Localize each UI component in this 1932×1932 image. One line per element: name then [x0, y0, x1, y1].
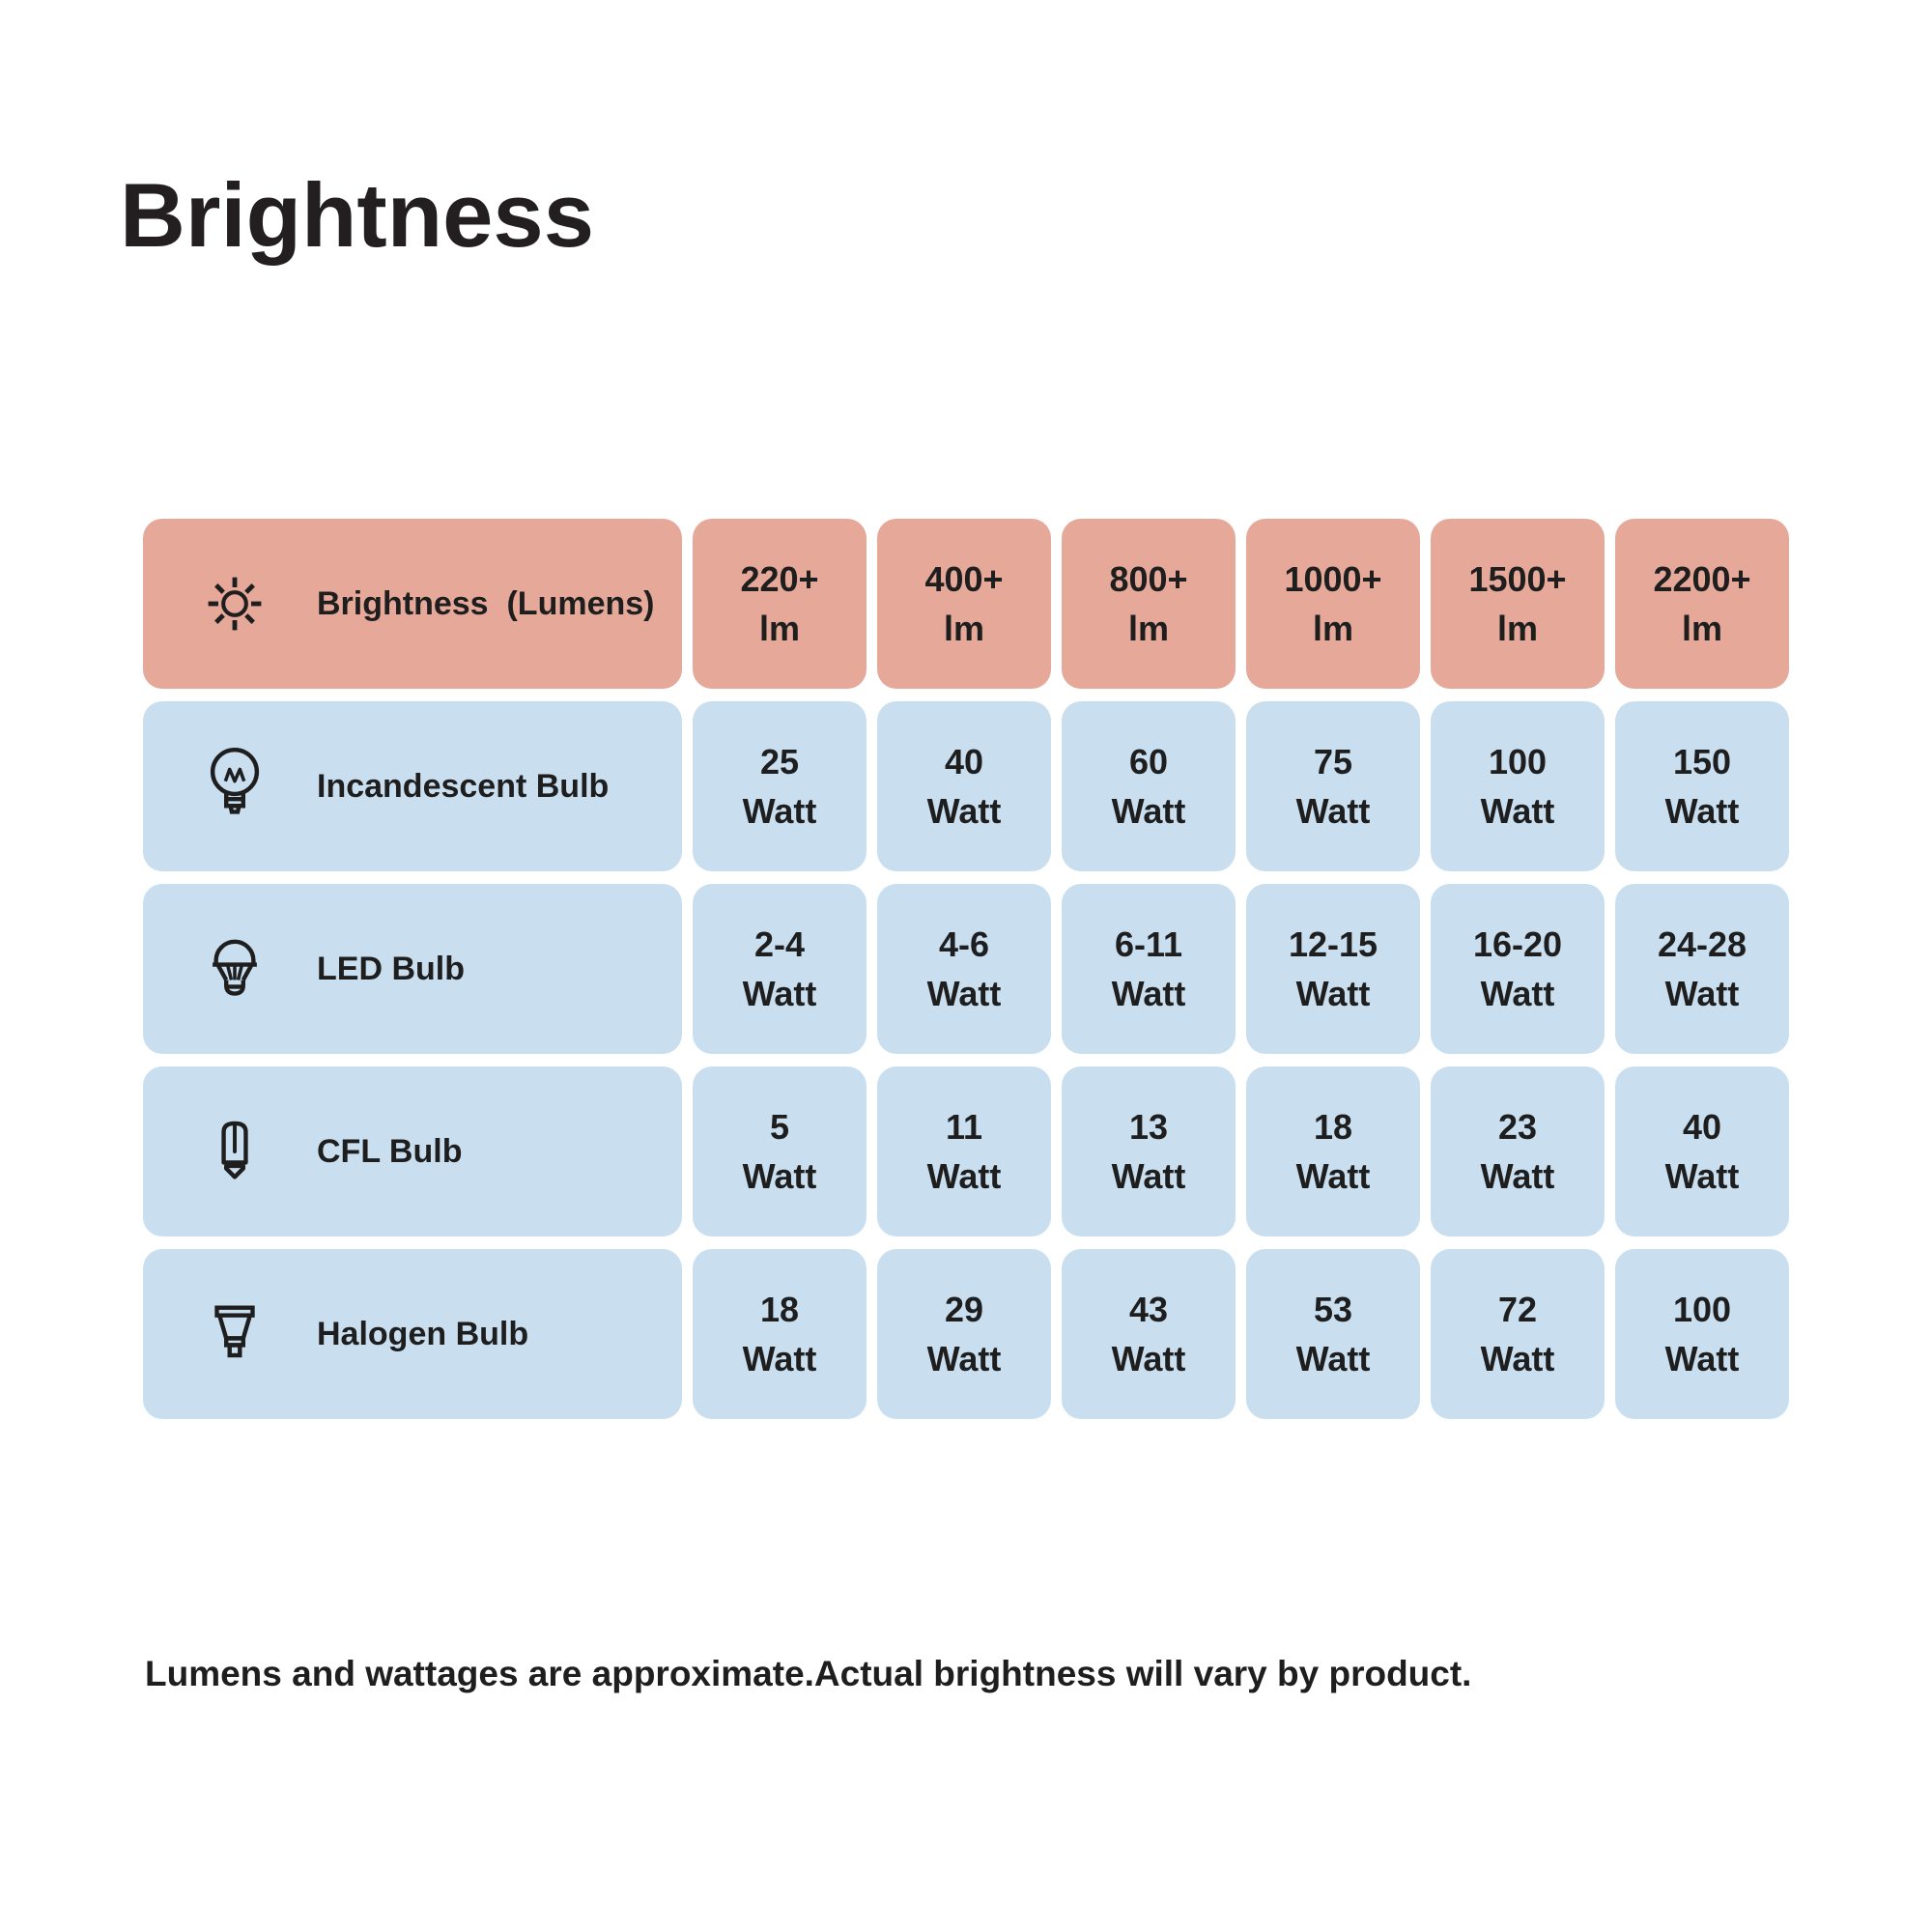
- header-cell: [877, 519, 1051, 689]
- cell-unit: Watt: [1480, 1156, 1555, 1196]
- cell-unit: Watt: [926, 1156, 1002, 1196]
- cell-value: 150: [1672, 741, 1732, 781]
- row-label: Halogen Bulb: [317, 1315, 529, 1352]
- cell-unit: Watt: [1480, 974, 1555, 1013]
- table-cell: [693, 1249, 867, 1419]
- cell-unit: Watt: [926, 791, 1002, 831]
- cell-unit: Watt: [1664, 974, 1740, 1013]
- cell-value: 40: [1682, 1106, 1722, 1147]
- lumens-unit: lm: [1127, 609, 1169, 648]
- lumens-value: 220+: [740, 558, 819, 599]
- table-cell: [693, 701, 867, 871]
- cell-value: 6-11: [1114, 923, 1183, 964]
- cell-unit: Watt: [1664, 1339, 1740, 1378]
- table-cell: [1246, 1066, 1420, 1236]
- lumens-value: 400+: [924, 558, 1004, 599]
- table-cell: [1431, 884, 1605, 1054]
- cell-unit: Watt: [742, 1339, 817, 1378]
- table-cell: [693, 884, 867, 1054]
- lumens-value: 1500+: [1468, 558, 1567, 599]
- cell-unit: Watt: [1111, 1339, 1186, 1378]
- table-cell: [1246, 701, 1420, 871]
- cell-value: 24-28: [1657, 923, 1747, 964]
- cell-value: 5: [769, 1106, 790, 1147]
- lumens-value: 2200+: [1653, 558, 1751, 599]
- table-cell: [877, 701, 1051, 871]
- cell-value: 100: [1488, 741, 1548, 781]
- incandescent-bulb-icon: [191, 744, 278, 829]
- table-cell: [877, 884, 1051, 1054]
- header-label-cell: [143, 519, 682, 689]
- cell-value: 13: [1128, 1106, 1169, 1147]
- lumens-unit: lm: [1312, 609, 1353, 648]
- footnote: Lumens and wattages are approximate.Actual brightness will vary by product.: [145, 1654, 1472, 1693]
- header-label: Brightness (Lumens): [317, 584, 655, 622]
- cell-value: 18: [759, 1289, 800, 1329]
- cell-unit: Watt: [1111, 974, 1186, 1013]
- sun-icon: [191, 568, 278, 639]
- lumens-unit: lm: [943, 609, 984, 648]
- cfl-bulb-icon: [191, 1109, 278, 1194]
- cell-value: 23: [1497, 1106, 1538, 1147]
- cell-value: 43: [1128, 1289, 1169, 1329]
- table-cell: [877, 1066, 1051, 1236]
- table-cell: [1431, 1249, 1605, 1419]
- row-label: Incandescent Bulb: [317, 767, 610, 805]
- cell-value: 72: [1497, 1289, 1538, 1329]
- row-label-cell-incandescent: [143, 701, 682, 871]
- cell-value: 53: [1313, 1289, 1353, 1329]
- lumens-value: 1000+: [1284, 558, 1382, 599]
- halogen-bulb-icon: [191, 1292, 278, 1377]
- table-cell: [693, 1066, 867, 1236]
- cell-unit: Watt: [1480, 1339, 1555, 1378]
- cell-unit: Watt: [926, 1339, 1002, 1378]
- cell-unit: Watt: [1480, 791, 1555, 831]
- table-cell: [1062, 701, 1236, 871]
- table-cell: [1246, 884, 1420, 1054]
- cell-value: 4-6: [938, 923, 990, 964]
- cell-value: 25: [759, 741, 800, 781]
- cell-value: 18: [1313, 1106, 1353, 1147]
- cell-unit: Watt: [1111, 791, 1186, 831]
- lumens-value: 800+: [1109, 558, 1188, 599]
- cell-value: 16-20: [1472, 923, 1563, 964]
- cell-value: 75: [1313, 741, 1353, 781]
- row-label: LED Bulb: [317, 950, 465, 987]
- cell-value: 60: [1128, 741, 1169, 781]
- table-cell: [1615, 884, 1789, 1054]
- cell-unit: Watt: [926, 974, 1002, 1013]
- table-cell: [1615, 1249, 1789, 1419]
- header-cell: [1062, 519, 1236, 689]
- cell-value: 11: [945, 1106, 983, 1147]
- table-cell: [877, 1249, 1051, 1419]
- table-cell: [1062, 1066, 1236, 1236]
- table-cell: [1431, 1066, 1605, 1236]
- cell-unit: Watt: [742, 974, 817, 1013]
- header-cell: [693, 519, 867, 689]
- cell-unit: Watt: [1295, 791, 1371, 831]
- row-label-cell-led: [143, 884, 682, 1054]
- cell-unit: Watt: [1664, 791, 1740, 831]
- cell-unit: Watt: [1295, 974, 1371, 1013]
- lumens-unit: lm: [1681, 609, 1722, 648]
- cell-unit: Watt: [742, 791, 817, 831]
- cell-value: 29: [944, 1289, 984, 1329]
- cell-value: 40: [944, 741, 984, 781]
- row-label: CFL Bulb: [317, 1132, 463, 1170]
- table-cell: [1062, 1249, 1236, 1419]
- row-label-cell-halogen: [143, 1249, 682, 1419]
- cell-unit: Watt: [1664, 1156, 1740, 1196]
- lumens-unit: lm: [758, 609, 800, 648]
- cell-unit: Watt: [1295, 1156, 1371, 1196]
- table-cell: [1615, 701, 1789, 871]
- table-cell: [1431, 701, 1605, 871]
- table-cell: [1246, 1249, 1420, 1419]
- row-label-cell-cfl: [143, 1066, 682, 1236]
- brightness-comparison-table: [143, 519, 1789, 1419]
- cell-value: 12-15: [1288, 923, 1378, 964]
- cell-value: 2-4: [753, 923, 806, 964]
- table-cell: [1615, 1066, 1789, 1236]
- led-bulb-icon: [191, 926, 278, 1011]
- table-cell: [1062, 884, 1236, 1054]
- page-title: Brightness: [120, 164, 594, 266]
- cell-unit: Watt: [1111, 1156, 1186, 1196]
- header-cell: [1246, 519, 1420, 689]
- cell-unit: Watt: [1295, 1339, 1371, 1378]
- header-cell: [1431, 519, 1605, 689]
- lumens-unit: lm: [1496, 609, 1538, 648]
- cell-unit: Watt: [742, 1156, 817, 1196]
- cell-value: 100: [1672, 1289, 1732, 1329]
- header-cell: [1615, 519, 1789, 689]
